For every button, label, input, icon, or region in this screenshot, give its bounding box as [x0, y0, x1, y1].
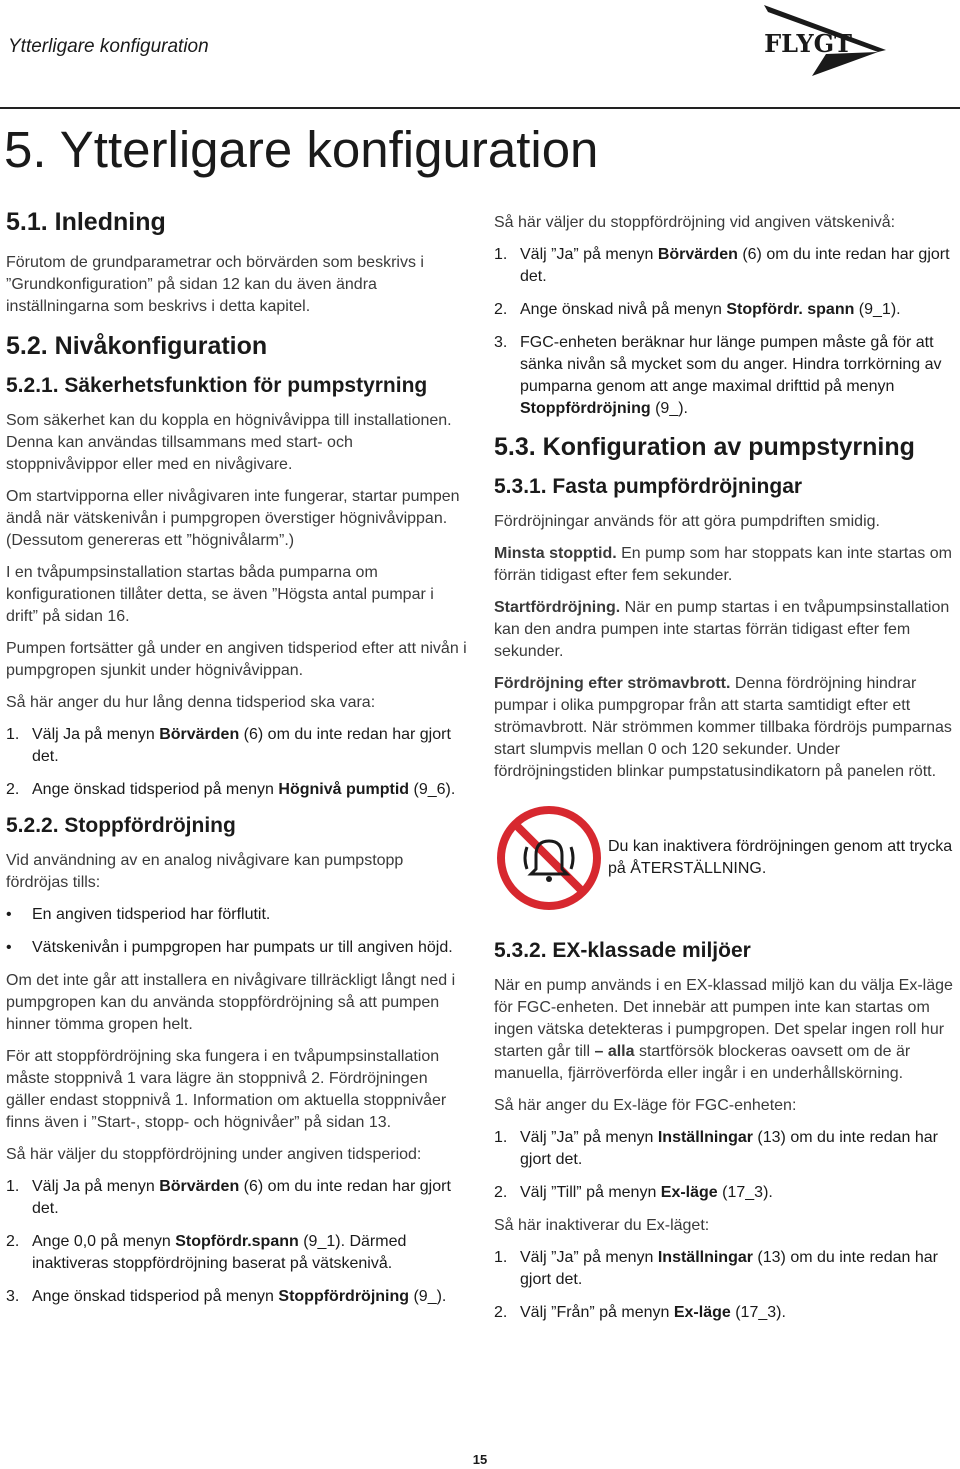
paragraph: I en tvåpumpsinstallation startas båda pumparna om konfigurationen tillåter detta, se även ”Högsta antal pumpar i drift” på sidan 16.: [6, 564, 434, 625]
paragraph: Pumpen fortsätter gå under en angiven tidsperiod efter att nivån i pumpgropen sjunkit under högnivåvippan.: [6, 640, 467, 679]
right-column: [494, 212, 956, 1335]
alarm-bell-muted-icon: [494, 803, 604, 913]
section-5-3-title: 5.3. Konfiguration av pumpstyrning: [494, 433, 915, 461]
bullet-list: [6, 904, 468, 959]
paragraph: För att stoppfördröjning ska fungera i en tvåpumpsinstallation måste stoppnivå 1 vara lägre än stoppnivå 2. Fördröjningen gäller endast stoppnivå 1. Information om aktuella stoppnivåer finns även i ”Start-, stopp- och högnivåer” på sidan 13.: [6, 1048, 447, 1131]
paragraph: Vid användning av en analog nivågivare kan pumpstopp fördröjas tills:: [6, 852, 404, 891]
paragraph: Så här anger du hur lång denna tidsperiod ska vara:: [6, 694, 376, 711]
paragraph: Om startvipporna eller nivågivaren inte fungerar, startar pumpen ändå när vätskenivån i pumpgropen överstiger högnivåvippan. (Dessutom genereras ett ”högnivålarm”.): [6, 488, 460, 549]
list-item: 1. Välj ”Ja” på menyn Inställningar (13) om du inte redan har gjort det.: [494, 1129, 938, 1168]
paragraph: Fördröjningar används för att göra pumpdriften smidig.: [494, 513, 880, 530]
paragraph: Så här väljer du stoppfördröjning vid angiven vätskenivå:: [494, 214, 896, 231]
list-item: 2. Ange önskad tidsperiod på menyn Högnivå pumptid (9_6).: [6, 781, 456, 798]
paragraph: Fördröjning efter strömavbrott. Denna fördröjning hindrar pumpar i olika pumpgropar från att starta samtidigt efter ett strömavbrott. När strömmen kommer tillbaka fördröjs pumparnas start slumpvis mellan 0 och 120 sekunder. Under fördröjningstiden blinkar pumpstatusindikatorn på panelen rött.: [494, 675, 952, 780]
numbered-list: [6, 724, 468, 801]
page-number: 15: [472, 1452, 488, 1467]
chapter-title: 5. Ytterligare konfiguration: [4, 121, 599, 178]
paragraph: Minsta stopptid. En pump som har stoppats kan inte startas om förrän tidigast efter fem sekunder.: [494, 545, 952, 584]
section-5-2-1-title: 5.2.1. Säkerhetsfunktion för pumpstyrning: [6, 374, 428, 397]
list-item: 2. Välj ”Från” på menyn Ex-läge (17_3).: [494, 1304, 786, 1321]
list-item: 1. Välj ”Ja” på menyn Inställningar (13) om du inte redan har gjort det.: [494, 1249, 938, 1288]
numbered-list: [494, 1127, 956, 1204]
paragraph: Startfördröjning. När en pump startas i en tvåpumpsinstallation kan den andra pumpen inte startas förrän tidigast efter fem sekunder.: [494, 599, 950, 660]
list-item: 3. FGC-enheten beräknar hur länge pumpen måste gå för att sänka nivån så mycket som du anger. Hindra torrkörning av pumparna genom att ange maximal drifttid på menyn Stoppfördröjning (9_).: [494, 334, 942, 417]
section-5-1-title: 5.1. Inledning: [6, 208, 166, 236]
running-header: Ytterligare konfiguration: [8, 36, 209, 57]
section-5-3-2-title: 5.3.2. EX-klassade miljöer: [494, 939, 751, 962]
paragraph: Om det inte går att installera en nivågivare tillräckligt långt ned i pumpgropen kan du använda stoppfördröjning så att pumpen hinner tömma gropen helt.: [6, 972, 456, 1033]
note-text: Du kan inaktivera fördröjningen genom att trycka på ÅTERSTÄLLNING.: [608, 838, 953, 877]
numbered-list: [494, 244, 956, 420]
flygt-logo-icon: [728, 2, 888, 78]
numbered-list: [494, 1247, 956, 1324]
paragraph: Så här anger du Ex-läge för FGC-enheten:: [494, 1097, 797, 1114]
list-item: • Vätskenivån i pumpgropen har pumpats ur till angiven höjd.: [6, 939, 453, 956]
list-item: 2. Ange 0,0 på menyn Stopfördr.spann (9_1). Därmed inaktiveras stoppfördröjning baserat på vätskenivå.: [6, 1233, 407, 1272]
paragraph: När en pump används i en EX-klassad miljö kan du välja Ex-läge för FGC-enheten. Det innebär att pumpen inte kan startas om ingen vätska detekteras i pumpgropen. Det spelar ingen roll hur starten går till – alla startförsök blockeras oavsett om de är manuella, fjärröverförda eller ingår i en underhållskörning.: [494, 977, 953, 1082]
list-item: 1. Välj ”Ja” på menyn Börvärden (6) om du inte redan har gjort det.: [494, 246, 950, 285]
list-item: 2. Ange önskad nivå på menyn Stopfördr. spann (9_1).: [494, 301, 901, 318]
list-item: • En angiven tidsperiod har förflutit.: [6, 906, 271, 923]
paragraph: Förutom de grundparametrar och börvärden som beskrivs i ”Grundkonfiguration” på sidan 12 kan du även ändra inställningarna som beskrivs i detta kapitel.: [6, 254, 424, 315]
logo-text: FLYGT: [764, 29, 852, 58]
list-item: 1. Välj Ja på menyn Börvärden (6) om du inte redan har gjort det.: [6, 1178, 451, 1217]
list-item: 3. Ange önskad tidsperiod på menyn Stoppfördröjning (9_).: [6, 1288, 447, 1305]
list-item: 2. Välj ”Till” på menyn Ex-läge (17_3).: [494, 1184, 773, 1201]
header-divider: [0, 107, 960, 109]
paragraph: Så här inaktiverar du Ex-läget:: [494, 1217, 710, 1234]
note-box: [494, 803, 956, 913]
left-column: [6, 206, 468, 1319]
paragraph: Som säkerhet kan du koppla en högnivåvippa till installationen. Denna kan användas tillsammans med start- och stoppnivåvippor eller med en nivågivare.: [6, 412, 452, 473]
paragraph: Så här väljer du stoppfördröjning under angiven tidsperiod:: [6, 1146, 422, 1163]
numbered-list: [6, 1176, 468, 1308]
section-5-3-1-title: 5.3.1. Fasta pumpfördröjningar: [494, 475, 803, 498]
list-item: 1. Välj Ja på menyn Börvärden (6) om du inte redan har gjort det.: [6, 726, 451, 765]
section-5-2-2-title: 5.2.2. Stoppfördröjning: [6, 814, 236, 837]
section-5-2-title: 5.2. Nivåkonfiguration: [6, 332, 268, 360]
